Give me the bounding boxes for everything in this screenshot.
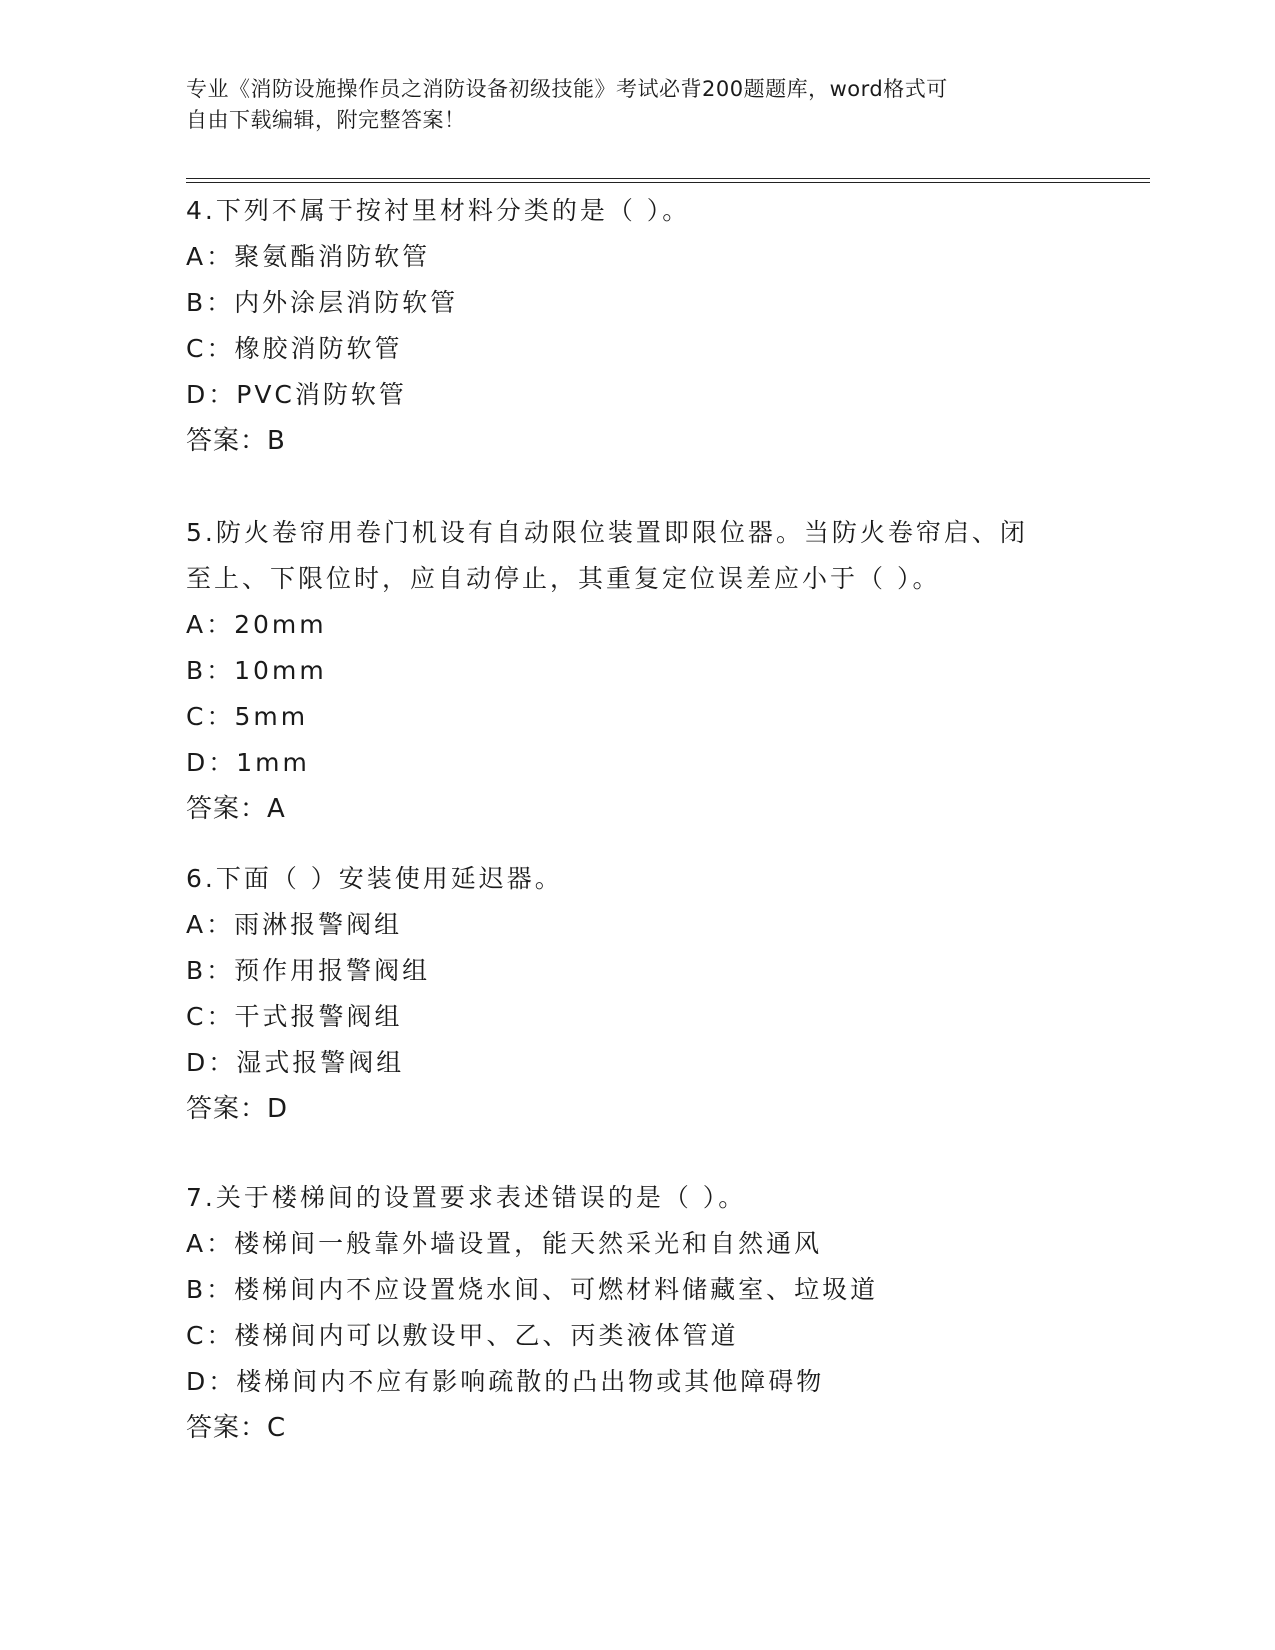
option-a: A：聚氨酯消防软管 xyxy=(186,242,431,271)
answer: 答案：D xyxy=(186,1094,289,1124)
answer: 答案：C xyxy=(186,1413,287,1443)
option-c: C：干式报警阀组 xyxy=(186,1002,403,1031)
option-a: A：楼梯间一般靠外墙设置，能天然采光和自然通风 xyxy=(186,1229,823,1258)
header-divider-bottom xyxy=(186,182,1150,183)
question-7 xyxy=(186,1175,1086,1451)
option-d: D：湿式报警阀组 xyxy=(186,1048,405,1077)
answer: 答案：A xyxy=(186,794,286,824)
option-a: A：雨淋报警阀组 xyxy=(186,910,403,939)
option-b: B：预作用报警阀组 xyxy=(186,956,431,985)
header-divider-top xyxy=(186,178,1150,179)
question-6 xyxy=(186,856,1086,1132)
option-d: D：1mm xyxy=(186,748,310,777)
question-stem: 4.下列不属于按衬里材料分类的是（ ）。 xyxy=(186,196,691,225)
option-a: A：20mm xyxy=(186,610,327,639)
question-stem: 7.关于楼梯间的设置要求表述错误的是（ ）。 xyxy=(186,1183,747,1212)
header-line-2: 自由下载编辑，附完整答案！ xyxy=(186,108,466,132)
option-c: C：5mm xyxy=(186,702,309,731)
question-stem-line-2: 至上、下限位时，应自动停止，其重复定位误差应小于（ ）。 xyxy=(186,564,941,593)
header-line-1: 专业《消防设施操作员之消防设备初级技能》考试必背200题题库，word格式可 xyxy=(186,77,948,101)
option-b: B：楼梯间内不应设置烧水间、可燃材料储藏室、垃圾道 xyxy=(186,1275,879,1304)
question-stem: 6.下面（ ）安装使用延迟器。 xyxy=(186,864,563,893)
option-c: C：橡胶消防软管 xyxy=(186,334,403,363)
question-stem-line-1: 5.防火卷帘用卷门机设有自动限位装置即限位器。当防火卷帘启、闭 xyxy=(186,518,1028,547)
option-b: B：10mm xyxy=(186,656,327,685)
question-5 xyxy=(186,510,1086,832)
option-d: D：楼梯间内不应有影响疏散的凸出物或其他障碍物 xyxy=(186,1367,825,1396)
option-d: D：PVC消防软管 xyxy=(186,380,407,409)
option-b: B：内外涂层消防软管 xyxy=(186,288,459,317)
answer: 答案：B xyxy=(186,426,286,456)
document-header xyxy=(186,74,1066,136)
question-4 xyxy=(186,188,1086,464)
option-c: C：楼梯间内可以敷设甲、乙、丙类液体管道 xyxy=(186,1321,739,1350)
